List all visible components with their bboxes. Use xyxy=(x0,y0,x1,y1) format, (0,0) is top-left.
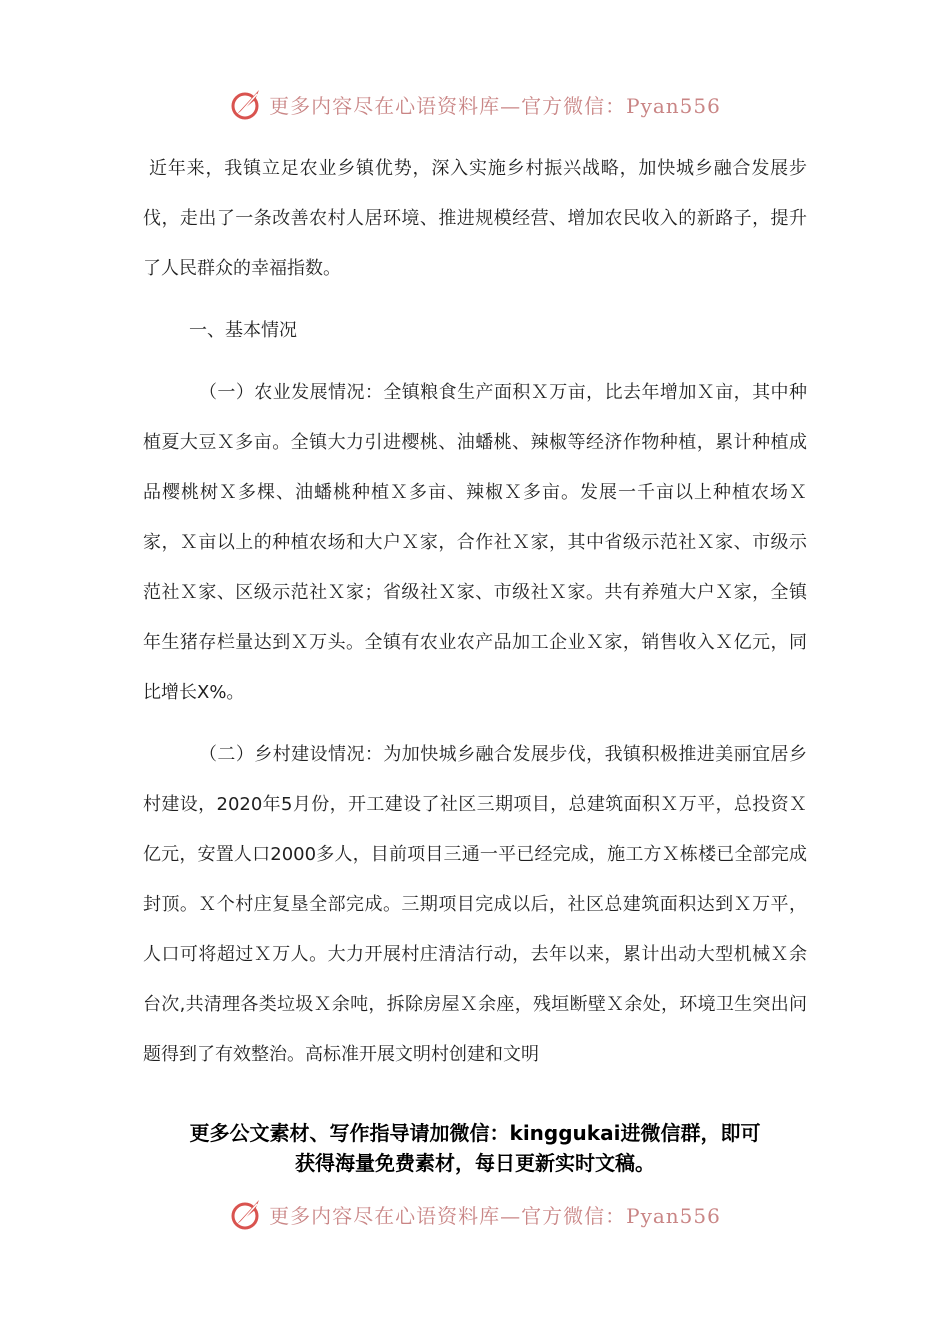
header-banner xyxy=(0,84,950,124)
section-heading: 一、基本情况 xyxy=(189,320,297,341)
promo-notice xyxy=(0,1118,950,1178)
header-banner-text: 更多内容尽在心语资料库—官方微信：Pyan556 xyxy=(269,93,721,118)
promo-line-1: 更多公文素材、写作指导请加微信：kinggukai进微信群，即可 xyxy=(189,1121,761,1145)
intro-paragraph: 近年来，我镇立足农业乡镇优势，深入实施乡村振兴战略，加快城乡融合发展步伐，走出了一条改善农村人居环境、推进规模经营、增加农民收入的新路子，提升了人民群众的幸福指数。 xyxy=(143,158,807,279)
rural-construction-paragraph: （二）乡村建设情况：为加快城乡融合发展步伐，我镇积极推进美丽宜居乡村建设，2020年5月份，开工建设了社区三期项目，总建筑面积Ｘ万平，总投资Ｘ亿元，安置人口2000多人，目前项目三通一平已经完成，施工方Ｘ栋楼已全部完成封顶。Ｘ个村庄复垦全部完成。三期项目完成以后，社区总建筑面积达到Ｘ万平，人口可将超过Ｘ万人。大力开展村庄清洁行动，去年以来，累计出动大型机械Ｘ余台次,共清理各类垃圾Ｘ余吨，拆除房屋Ｘ余座，残垣断壁Ｘ余处，环境卫生突出问题得到了有效整治。高标准开展文明村创建和文明 xyxy=(143,744,807,1065)
quill-logo-icon xyxy=(229,1196,265,1232)
document-body xyxy=(143,144,807,1080)
agriculture-paragraph: （一）农业发展情况：全镇粮食生产面积Ｘ万亩，比去年增加Ｘ亩，其中种植夏大豆Ｘ多亩。全镇大力引进樱桃、油蟠桃、辣椒等经济作物种植，累计种植成品樱桃树Ｘ多棵、油蟠桃种植Ｘ多亩、辣椒Ｘ多亩。发展一千亩以上种植农场Ｘ家，Ｘ亩以上的种植农场和大户Ｘ家，合作社Ｘ家，其中省级示范社Ｘ家、市级示范社Ｘ家、区级示范社Ｘ家；省级社Ｘ家、市级社Ｘ家。共有养殖大户Ｘ家，全镇年生猪存栏量达到Ｘ万头。全镇有农业农产品加工企业Ｘ家，销售收入Ｘ亿元，同比增长X%。 xyxy=(143,382,807,703)
footer-banner-text: 更多内容尽在心语资料库—官方微信：Pyan556 xyxy=(269,1203,721,1228)
promo-line-2: 获得海量免费素材，每日更新实时文稿。 xyxy=(295,1151,655,1175)
footer-banner xyxy=(0,1194,950,1234)
quill-logo-icon xyxy=(229,86,265,122)
